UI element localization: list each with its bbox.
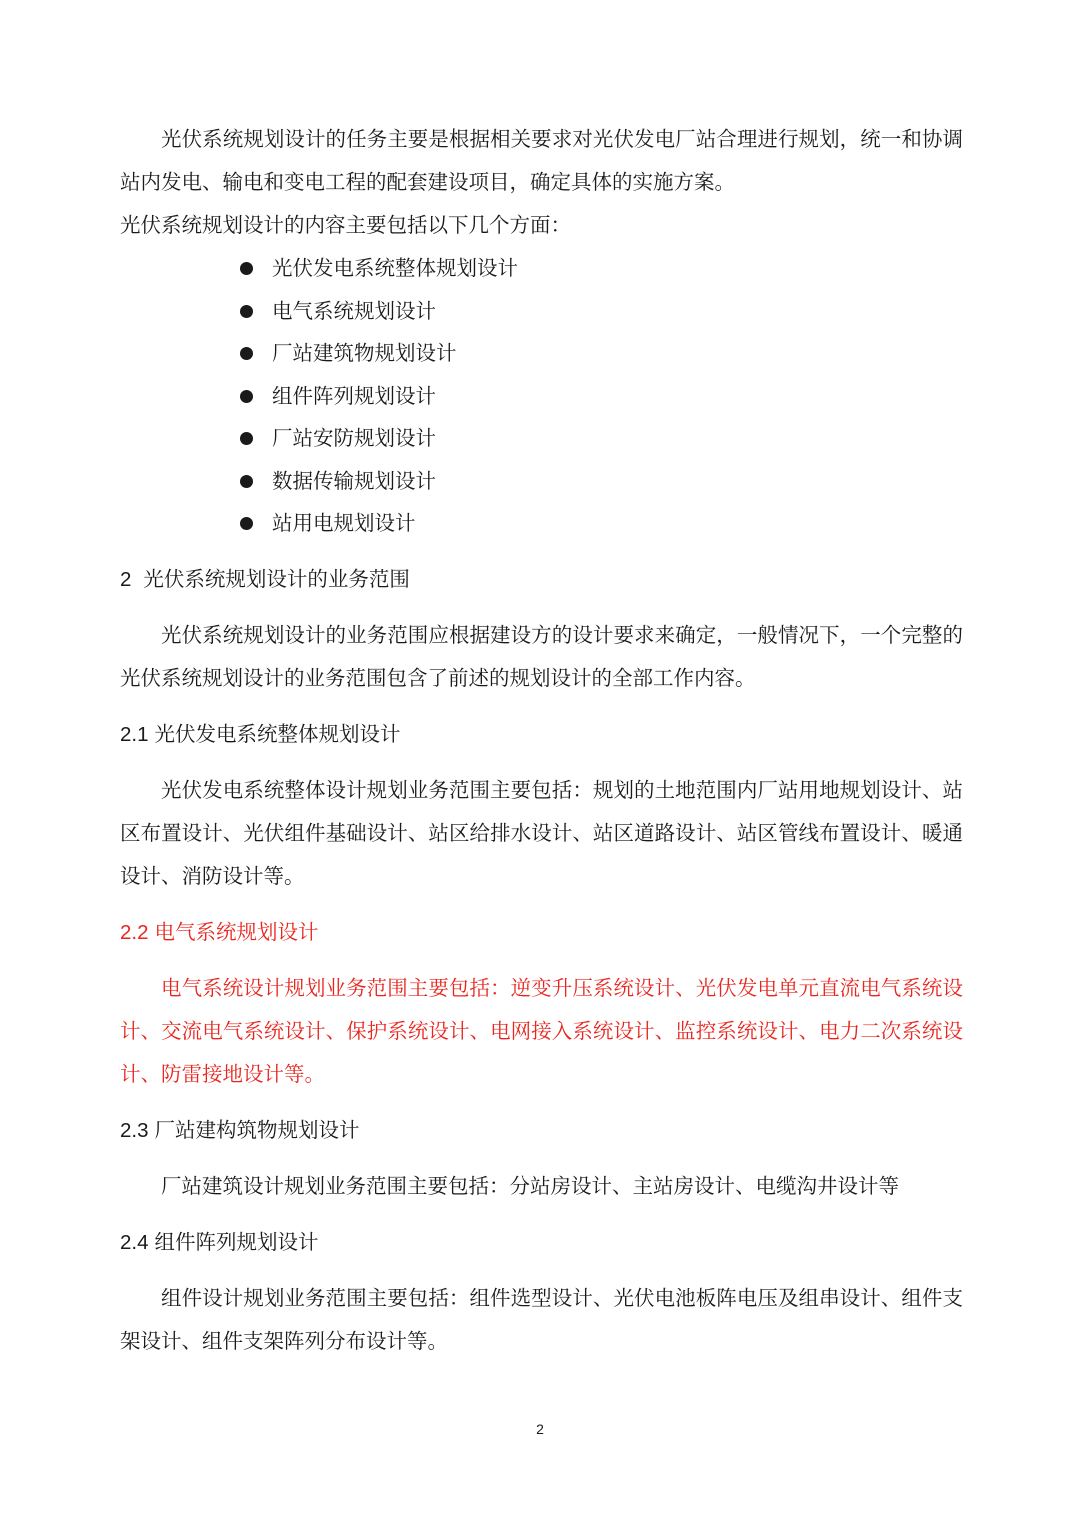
list-item-label: 电气系统规划设计 [272,298,436,323]
list-item-label: 数据传输规划设计 [272,468,436,493]
intro-list-lead: 光伏系统规划设计的内容主要包括以下几个方面： [120,213,571,237]
list-item-label: 厂站建筑物规划设计 [272,341,457,365]
list-item [240,332,963,375]
section-number: 2.3 [120,1118,149,1142]
list-item [240,502,963,545]
bullet-icon [240,262,253,275]
bullet-icon [240,390,253,403]
bullet-icon [240,432,253,445]
list-item [240,290,963,333]
section-number: 2.2 [120,920,149,944]
content-bullet-list [120,247,963,545]
bullet-icon [240,305,253,318]
bullet-icon [240,475,253,488]
section-number: 2.1 [120,722,149,746]
section-body-2: 光伏系统规划设计的业务范围应根据建设方的设计要求来确定，一般情况下，一个完整的光伏系统规划设计的业务范围包含了前述的规划设计的全部工作内容。 [120,622,963,690]
list-item [240,247,963,290]
list-item [240,460,963,503]
list-item-label: 厂站安防规划设计 [272,426,436,450]
list-item [240,417,963,460]
section-body-2-1: 光伏发电系统整体设计规划业务范围主要包括：规划的土地范围内厂站用地规划设计、站区布置设计、光伏组件基础设计、站区给排水设计、站区道路设计、站区管线布置设计、暖通设计、消防设计等。 [120,777,963,888]
page-number: 2 [536,1421,544,1437]
list-item [240,375,963,418]
section-title: 电气系统规划设计 [154,919,319,944]
section-heading-2-3 [120,1109,963,1152]
section-body-2-3: 厂站建筑设计规划业务范围主要包括：分站房设计、主站房设计、电缆沟井设计等 [161,1173,899,1198]
list-item-label: 站用电规划设计 [272,511,416,535]
section-title: 光伏发电系统整体规划设计 [154,721,401,746]
page-content [120,118,963,1363]
section-heading-2-2 [120,911,963,954]
list-item-label: 组件阵列规划设计 [272,383,436,408]
section-heading-2-4 [120,1221,963,1264]
section-heading-2-1 [120,713,963,756]
section-title: 厂站建构筑物规划设计 [154,1117,360,1142]
section-heading-2 [120,558,963,601]
section-body-2-4: 组件设计规划业务范围主要包括：组件选型设计、光伏电池板阵电压及组串设计、组件支架设计、组件支架阵列分布设计等。 [120,1285,963,1353]
bullet-icon [240,517,253,530]
section-title: 光伏系统规划设计的业务范围 [143,566,410,591]
list-item-label: 光伏发电系统整体规划设计 [272,256,518,280]
section-number: 2 [120,567,132,591]
section-number: 2.4 [120,1230,149,1254]
intro-paragraph: 光伏系统规划设计的任务主要是根据相关要求对光伏发电厂站合理进行规划，统一和协调站内发电、输电和变电工程的配套建设项目，确定具体的实施方案。 [120,127,963,194]
section-title: 组件阵列规划设计 [154,1229,319,1254]
bullet-icon [240,347,253,360]
section-body-2-2: 电气系统设计规划业务范围主要包括：逆变升压系统设计、光伏发电单元直流电气系统设计、交流电气系统设计、保护系统设计、电网接入系统设计、监控系统设计、电力二次系统设计、防雷接地设计等。 [120,975,963,1086]
